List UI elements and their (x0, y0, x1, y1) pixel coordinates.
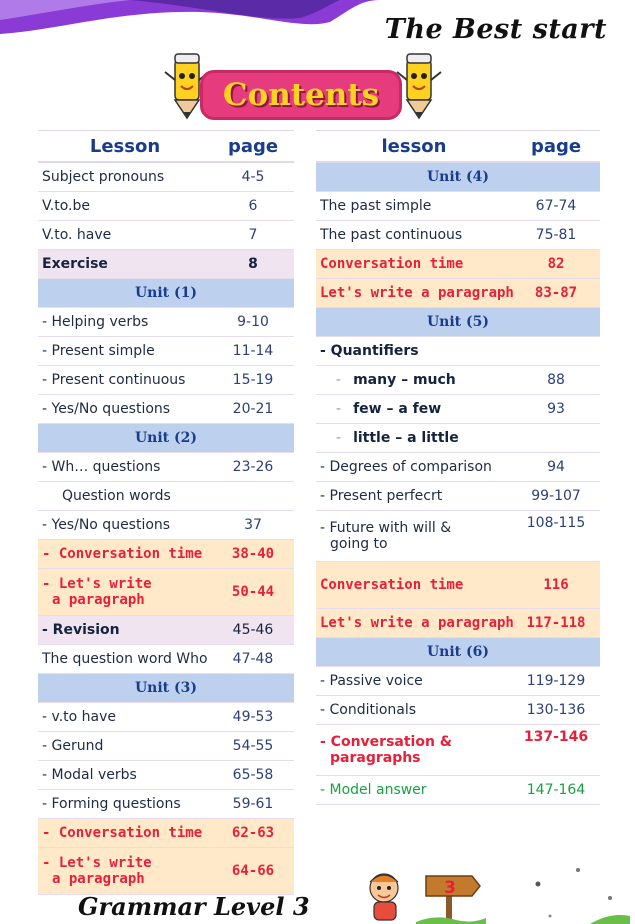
lesson-label: Exercise (38, 250, 212, 279)
lesson-label-line2: a paragraph (52, 871, 145, 887)
table-row[interactable] (316, 424, 600, 453)
table-row[interactable] (38, 192, 294, 221)
page-number: 75-81 (512, 221, 600, 250)
page-number: 54-55 (212, 732, 294, 761)
lesson-label: - Degrees of comparison (316, 453, 512, 482)
lesson-label (316, 725, 512, 776)
lesson-label (316, 424, 512, 453)
lesson-label: The past continuous (316, 221, 512, 250)
table-row[interactable] (38, 308, 294, 337)
col-page-header: page (212, 131, 294, 163)
dash-icon: - (336, 430, 342, 446)
lesson-label: The past simple (316, 192, 512, 221)
page-number (512, 424, 600, 453)
table-row[interactable] (38, 511, 294, 540)
page-number: 99-107 (512, 482, 600, 511)
signpost-icon (416, 872, 486, 924)
page-number: 117-118 (512, 609, 600, 638)
unit-label: Unit (2) (38, 424, 294, 453)
lesson-label (38, 569, 212, 616)
page-number-label: 3 (444, 878, 456, 898)
table-row[interactable] (38, 848, 294, 895)
table-row[interactable] (38, 366, 294, 395)
page-number: 88 (512, 366, 600, 395)
table-row[interactable] (38, 645, 294, 674)
lesson-label: Let's write a paragraph (316, 609, 512, 638)
lesson-label: - Conversation time (38, 819, 212, 848)
unit-label: Unit (4) (316, 162, 600, 192)
table-row[interactable] (38, 395, 294, 424)
lesson-label: - Wh… questions (38, 453, 212, 482)
table-row[interactable] (38, 250, 294, 279)
unit-label: Unit (6) (316, 638, 600, 667)
col-lesson-header: lesson (316, 131, 512, 163)
page-number: 23-26 (212, 453, 294, 482)
lesson-label: V.to. have (38, 221, 212, 250)
lesson-label: - Present perfecrt (316, 482, 512, 511)
lesson-label-text: few – a few (353, 401, 442, 417)
table-row[interactable] (38, 221, 294, 250)
page-number: 82 (512, 250, 600, 279)
table-row[interactable] (316, 511, 600, 562)
page-number: 50-44 (212, 569, 294, 616)
lesson-label-line1: - Let's write (42, 576, 152, 592)
page-number: 45-46 (212, 616, 294, 645)
unit-label: Unit (1) (38, 279, 294, 308)
unit-heading (38, 424, 294, 453)
page-number (512, 337, 600, 366)
lesson-label: Conversation time (316, 562, 512, 609)
lesson-label: - v.to have (38, 703, 212, 732)
table-row[interactable] (38, 732, 294, 761)
page-number: 15-19 (212, 366, 294, 395)
page-number: 147-164 (512, 776, 600, 805)
lesson-label: - Revision (38, 616, 212, 645)
lesson-label: The question word Who (38, 645, 212, 674)
page-number: 65-58 (212, 761, 294, 790)
page-number: 38-40 (212, 540, 294, 569)
lesson-label: Question words (38, 482, 212, 511)
page-number: 137-146 (512, 725, 600, 776)
lesson-label: - Gerund (38, 732, 212, 761)
right-contents-table (316, 130, 600, 805)
page-number: 9-10 (212, 308, 294, 337)
kid-mascot-icon (356, 868, 416, 924)
table-row[interactable] (38, 569, 294, 616)
lesson-label: - Yes/No questions (38, 395, 212, 424)
page-number: 37 (212, 511, 294, 540)
table-row[interactable] (38, 453, 294, 482)
unit-heading (316, 308, 600, 337)
brand-title: The Best start (384, 14, 607, 45)
contents-title: Contents (200, 70, 402, 120)
page-number: 8 (212, 250, 294, 279)
lesson-label: - Model answer (316, 776, 512, 805)
dash-icon: - (336, 372, 342, 388)
lesson-label-text: little – a little (353, 430, 459, 446)
page-number: 7 (212, 221, 294, 250)
page-number: 119-129 (512, 667, 600, 696)
lesson-label: - Present simple (38, 337, 212, 366)
table-row[interactable] (316, 482, 600, 511)
table-row[interactable] (316, 279, 600, 308)
page-number: 116 (512, 562, 600, 609)
lesson-label: Let's write a paragraph (316, 279, 512, 308)
table-row[interactable] (316, 776, 600, 805)
pencil-mascot-icon (395, 50, 443, 120)
decorative-dots (480, 860, 630, 924)
lesson-label-line1: - Future with will & (320, 520, 452, 536)
lesson-label (316, 366, 512, 395)
table-row[interactable] (38, 790, 294, 819)
page-number: 83-87 (512, 279, 600, 308)
table-row[interactable] (38, 540, 294, 569)
lesson-label: - Passive voice (316, 667, 512, 696)
table-row[interactable] (38, 482, 294, 511)
lesson-label: V.to.be (38, 192, 212, 221)
page-number: 94 (512, 453, 600, 482)
page-number: 49-53 (212, 703, 294, 732)
lesson-label: - Present continuous (38, 366, 212, 395)
table-row[interactable] (38, 616, 294, 645)
table-row[interactable] (38, 819, 294, 848)
lesson-label-text: many – much (353, 372, 456, 388)
lesson-label-line2: a paragraph (52, 592, 145, 608)
table-row[interactable] (316, 250, 600, 279)
table-row[interactable] (316, 725, 600, 776)
table-row[interactable] (316, 192, 600, 221)
page-number: 62-63 (212, 819, 294, 848)
table-row[interactable] (316, 337, 600, 366)
unit-heading (38, 279, 294, 308)
col-page-header: page (512, 131, 600, 163)
page-number: 130-136 (512, 696, 600, 725)
lesson-label-line1: - Conversation & (320, 734, 453, 750)
table-row[interactable] (316, 609, 600, 638)
unit-label: Unit (3) (38, 674, 294, 703)
page-number: 93 (512, 395, 600, 424)
lesson-label-line2: paragraphs (330, 750, 421, 766)
table-row[interactable] (316, 667, 600, 696)
page-number: 108-115 (512, 511, 600, 562)
table-row[interactable] (316, 221, 600, 250)
footer-title: Grammar Level 3 (78, 892, 310, 921)
table-row[interactable] (316, 453, 600, 482)
page-number: 64-66 (212, 848, 294, 895)
lesson-label: - Yes/No questions (38, 511, 212, 540)
table-header (38, 131, 294, 163)
page-number: 59-61 (212, 790, 294, 819)
lesson-label: - Conversation time (38, 540, 212, 569)
lesson-label: Conversation time (316, 250, 512, 279)
table-row[interactable] (316, 562, 600, 609)
table-row[interactable] (38, 337, 294, 366)
lesson-label-line1: - Let's write (42, 855, 152, 871)
page-number: 67-74 (512, 192, 600, 221)
page-number: 6 (212, 192, 294, 221)
page-number: 4-5 (212, 162, 294, 192)
lesson-label: - Forming questions (38, 790, 212, 819)
table-row[interactable] (38, 703, 294, 732)
lesson-label (316, 395, 512, 424)
col-lesson-header: Lesson (38, 131, 212, 163)
unit-heading (316, 162, 600, 192)
dash-icon: - (336, 401, 342, 417)
lesson-label: - Conditionals (316, 696, 512, 725)
lesson-label-line2: going to (330, 536, 388, 552)
lesson-label: - Quantifiers (316, 337, 512, 366)
left-contents-table (38, 130, 294, 895)
unit-heading (316, 638, 600, 667)
lesson-label (316, 511, 512, 562)
lesson-label (38, 848, 212, 895)
lesson-label: - Helping verbs (38, 308, 212, 337)
page-number: 11-14 (212, 337, 294, 366)
table-row[interactable] (38, 761, 294, 790)
lesson-label: - Modal verbs (38, 761, 212, 790)
unit-label: Unit (5) (316, 308, 600, 337)
page-number (212, 482, 294, 511)
table-row[interactable] (316, 366, 600, 395)
table-row[interactable] (38, 162, 294, 192)
table-header (316, 131, 600, 163)
unit-heading (38, 674, 294, 703)
page-number: 20-21 (212, 395, 294, 424)
lesson-label: Subject pronouns (38, 162, 212, 192)
table-row[interactable] (316, 395, 600, 424)
table-row[interactable] (316, 696, 600, 725)
page-number: 47-48 (212, 645, 294, 674)
